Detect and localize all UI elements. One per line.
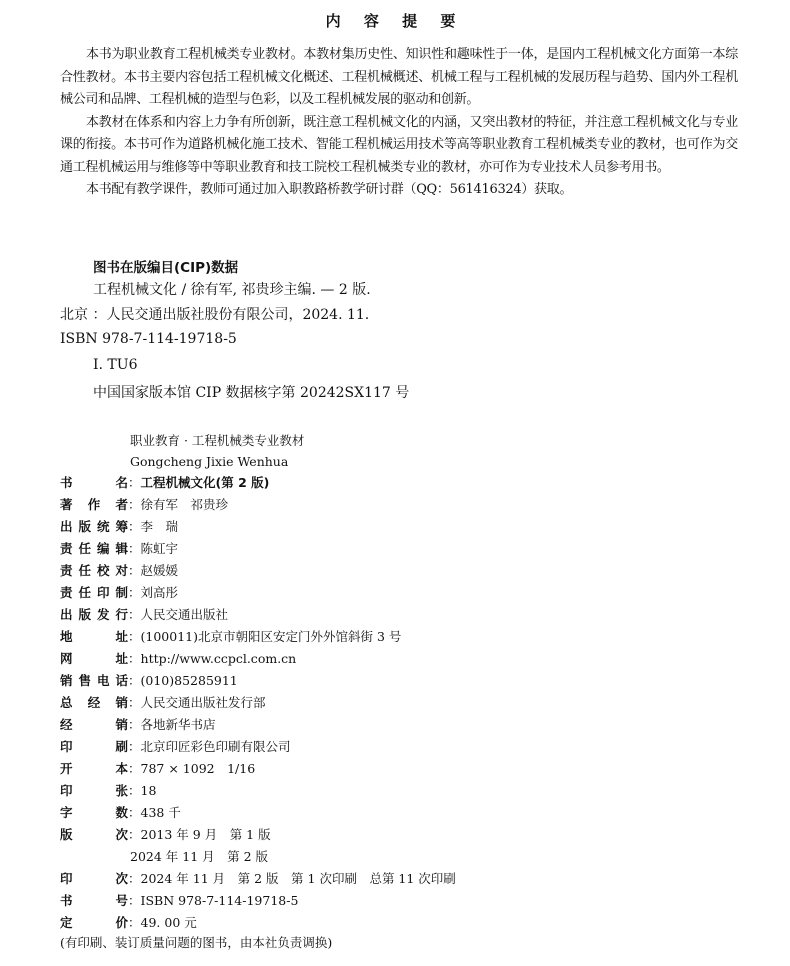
record-row-editor: 责任编辑：陈虹宇 — [60, 538, 178, 560]
record-value: 工程机械文化(第 2 版) — [140, 475, 270, 490]
record-label: 字数 — [60, 805, 128, 820]
cip-title-line: 工程机械文化 / 徐有军, 祁贵珍主编. — 2 版. — [93, 282, 371, 298]
record-row-website: 网址：http://www.ccpcl.com.cn — [60, 648, 296, 670]
record-row-printer: 印刷：北京印匠彩色印刷有限公司 — [60, 736, 291, 758]
summary-paragraph: 本书为职业教育工程机械类专业教材。本教材集历史性、知识性和趣味性于一体，是国内工程机械文化方面第一本综合性教材。本书主要内容包括工程机械文化概述、工程机械概述、机械工程与工程机械的发展历程与趋势、国内外工程机械公司和品牌、工程机械的造型与色彩，以及工程机械发展的驱动和创新。 — [60, 47, 738, 107]
record-label: 责任编辑 — [60, 541, 128, 556]
cip-publisher-line: 北京 ：人民交通出版社股份有限公司，2024. 11. — [60, 307, 370, 323]
record-row-distributor: 经销：各地新华书店 — [60, 714, 216, 736]
record-label: 经销 — [60, 717, 128, 732]
record-row-word-count: 字数：438 千 — [60, 802, 181, 824]
record-value: 人民交通出版社发行部 — [140, 695, 266, 710]
record-row-print-supervisor: 责任印制：刘高彤 — [60, 582, 178, 604]
record-label: 责任校对 — [60, 563, 128, 578]
page-title: 内 容 提 要 — [325, 12, 465, 30]
record-row-price: 定价：49. 00 元 — [60, 912, 197, 934]
record-row-proofreader: 责任校对：赵媛媛 — [60, 560, 178, 582]
record-value: 徐有军 祁贵珍 — [140, 497, 229, 512]
record-label: 定价 — [60, 915, 128, 930]
summary-paragraph: 本教材在体系和内容上力争有所创新，既注意工程机械文化的内涵，又突出教材的特征，并注意工程机械文化与专业课的衔接。本书可作为道路机械化施工技术、智能工程机械运用技术等高等职业教育工程机械类专业的教材，也可作为交通工程机械运用与维修等中等职业教育和技工院校工程机械类专业的教材，亦可作为专业技术人员参考用书。 — [60, 114, 738, 175]
record-row-sales-phone: 销售电话：(010)85285911 — [60, 670, 238, 692]
summary-paragraph: 本书配有教学课件，教师可通过加入职教路桥教学研讨群（QQ：561416324）获取。 — [86, 182, 573, 197]
cip-isbn-line: ISBN 978-7-114-19718-5 — [60, 331, 237, 347]
record-value: 18 — [140, 783, 157, 798]
record-row-general-distributor: 总经销：人民交通出版社发行部 — [60, 692, 266, 714]
record-value: (010)85285911 — [140, 673, 238, 688]
record-row-title: 书名：工程机械文化(第 2 版) — [60, 472, 269, 494]
record-row-publisher: 出版发行：人民交通出版社 — [60, 604, 228, 626]
record-value: 2024 年 11 月 第 2 版 第 1 次印刷 总第 11 次印刷 — [140, 871, 456, 886]
record-row-address: 地址：(100011)北京市朝阳区安定门外外馆斜街 3 号 — [60, 626, 401, 648]
record-value: ISBN 978-7-114-19718-5 — [140, 893, 299, 908]
record-value: 陈虹宇 — [140, 541, 179, 556]
record-value: 各地新华书店 — [140, 717, 216, 732]
record-value: 2013 年 9 月 第 1 版 — [140, 827, 271, 842]
record-label: 印张 — [60, 783, 128, 798]
record-row-authors: 著作者：徐有军 祁贵珍 — [60, 494, 228, 516]
summary-section — [60, 44, 738, 202]
record-label: 书号 — [60, 893, 128, 908]
record-value: 北京印匠彩色印刷有限公司 — [140, 739, 291, 754]
quality-notice: (有印刷、装订质量问题的图书，由本社负责调换) — [60, 935, 333, 950]
record-row-printing: 印次：2024 年 11 月 第 2 版 第 1 次印刷 总第 11 次印刷 — [60, 868, 456, 890]
series-name: 职业教育 · 工程机械类专业教材 — [130, 433, 305, 448]
record-label: 著作者 — [60, 497, 128, 512]
record-value: 赵媛媛 — [140, 563, 179, 578]
record-value: 438 千 — [140, 805, 181, 820]
website-link[interactable]: http://www.ccpcl.com.cn — [140, 651, 297, 666]
record-label: 版次 — [60, 827, 128, 842]
record-row-edition-continued — [130, 846, 268, 868]
record-label: 销售电话 — [60, 673, 128, 688]
record-value: 49. 00 元 — [140, 915, 197, 930]
record-label: 印次 — [60, 871, 128, 886]
record-label: 责任印制 — [60, 585, 128, 600]
record-label: 网址 — [60, 651, 128, 666]
record-row-sheets: 印张：18 — [60, 780, 156, 802]
cip-classification-line: Ⅰ. TU6 — [93, 357, 138, 373]
record-row-edition: 版次：2013 年 9 月 第 1 版 — [60, 824, 271, 846]
record-value: 人民交通出版社 — [140, 607, 229, 622]
record-label: 总经销 — [60, 695, 128, 710]
cip-heading: 图书在版编目(CIP)数据 — [93, 260, 239, 276]
record-label: 印刷 — [60, 739, 128, 754]
record-row-format: 开本：787 × 1092 1/16 — [60, 758, 255, 780]
record-row-coordinator: 出版统筹：李 瑞 — [60, 516, 178, 538]
record-label: 地址 — [60, 629, 128, 644]
record-row-isbn: 书号：ISBN 978-7-114-19718-5 — [60, 890, 298, 912]
record-label: 出版统筹 — [60, 519, 128, 534]
record-value: 787 × 1092 1/16 — [140, 761, 256, 776]
title-pinyin: Gongcheng Jixie Wenhua — [130, 454, 289, 469]
record-value: 李 瑞 — [140, 519, 179, 534]
record-label: 书名 — [60, 475, 128, 490]
record-value: 2024 年 11 月 第 2 版 — [130, 849, 269, 864]
record-value: 刘高彤 — [140, 585, 179, 600]
record-label: 出版发行 — [60, 607, 128, 622]
record-value: (100011)北京市朝阳区安定门外外馆斜街 3 号 — [140, 629, 402, 644]
record-label: 开本 — [60, 761, 128, 776]
cip-number-line: 中国国家版本馆 CIP 数据核字第 20242SX117 号 — [93, 385, 410, 401]
